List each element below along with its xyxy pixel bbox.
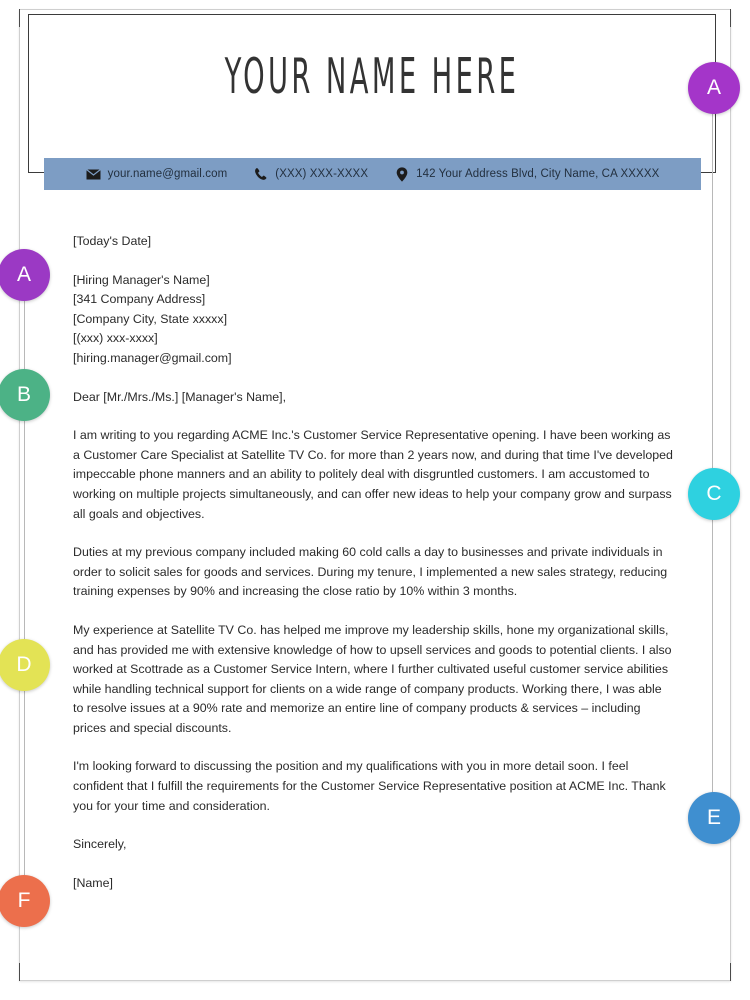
- corner-mark-top-left: [19, 9, 20, 27]
- annotation-marker-label: A: [706, 76, 721, 99]
- closing-text: Sincerely,: [73, 837, 127, 852]
- signature-block[interactable]: [73, 835, 673, 894]
- body-paragraph-1: I am writing to you regarding ACME Inc.'s Customer Service Representative opening. I have been working as a Customer Care Specialist at Satellite TV Co. for more than 2 years now, and during that time I've developed impeccable phone manners and an ability to politely deal with disgruntled customers. I am accustomed to working on multiple projects simultaneously, and can offer new ideas to help your company grow and surpass all goals and objectives.: [73, 428, 673, 521]
- recipient-line: [Company City, State xxxxx]: [73, 311, 228, 326]
- corner-mark-top-right: [730, 9, 731, 27]
- annotation-marker-label: F: [17, 889, 31, 912]
- corner-mark-bottom-right: [730, 963, 731, 981]
- annotation-marker-f[interactable]: [0, 875, 50, 927]
- annotation-marker-b[interactable]: [0, 369, 50, 421]
- annotation-marker-label: E: [706, 806, 721, 829]
- date-line[interactable]: [73, 232, 673, 252]
- annotation-marker-c[interactable]: [688, 468, 740, 520]
- body-paragraph-2: Duties at my previous company included making 60 cold calls a day to businesses and private individuals in order to solicit sales for goods and services. During my tenure, I implemented a new sales strategy, reducing training expenses by 90% and increasing the close ratio by 10% within 3 months.: [73, 545, 668, 599]
- annotation-marker-label: D: [16, 653, 32, 676]
- marker-connector-left: [24, 268, 25, 902]
- annotation-marker-label: B: [16, 383, 31, 406]
- recipient-line: [hiring.manager@gmail.com]: [73, 350, 232, 365]
- recipient-line: [(xxx) xxx-xxxx]: [73, 331, 158, 346]
- annotation-marker-a-left[interactable]: [0, 249, 50, 301]
- header-text-box[interactable]: [28, 14, 716, 173]
- annotation-marker-a-right[interactable]: [688, 62, 740, 114]
- phone-icon: [253, 167, 268, 182]
- contact-item-email[interactable]: [73, 167, 241, 182]
- contact-bar[interactable]: [44, 158, 701, 190]
- recipient-address-block[interactable]: [73, 271, 673, 369]
- location-pin-icon: [394, 167, 409, 182]
- contact-phone-text: (XXX) XXX-XXXX: [275, 168, 369, 180]
- letter-page: [16, 9, 731, 981]
- date-text: [Today's Date]: [73, 234, 152, 248]
- contact-item-address[interactable]: [381, 167, 672, 182]
- recipient-line: [341 Company Address]: [73, 292, 206, 307]
- annotation-marker-label: A: [16, 263, 31, 286]
- body-paragraph-4: I'm looking forward to discussing the position and my qualifications with you in more detail soon. I feel confident that I fulfill the requirements for the Customer Service Representative position at ACME Inc. Thank you for your time and consideration.: [73, 759, 666, 813]
- page-title[interactable]: YOUR NAME HERE: [224, 48, 520, 105]
- recipient-line: [Hiring Manager's Name]: [73, 272, 210, 287]
- signature-name: [Name]: [73, 876, 113, 891]
- envelope-icon: [86, 167, 101, 182]
- contact-address-text: 142 Your Address Blvd, City Name, CA XXXXX: [416, 168, 660, 180]
- annotation-marker-d[interactable]: [0, 639, 50, 691]
- marker-connector-right: [712, 78, 713, 838]
- contact-item-phone[interactable]: [240, 167, 381, 182]
- salutation: Dear [Mr./Mrs./Ms.] [Manager's Name],: [73, 389, 287, 404]
- contact-email-text: your.name@gmail.com: [107, 168, 228, 180]
- annotation-marker-label: C: [706, 482, 722, 505]
- corner-mark-bottom-left: [19, 963, 20, 981]
- annotation-marker-e[interactable]: [688, 792, 740, 844]
- signature-space: [73, 855, 673, 875]
- body-paragraph-3: My experience at Satellite TV Co. has helped me improve my leadership skills, hone my organizational skills, and has provided me with extensive knowledge of how to upsell services and goods to potential clients. I also worked at Scottrade as a Customer Service Intern, where I further cultivated useful customer service abilities while handling technical support for clients on a wide range of company products. Working there, I was able to resolve issues at a 90% rate and memorize an entire line of company products & services – including prices and special discounts.: [73, 622, 672, 735]
- letter-body[interactable]: [73, 232, 673, 894]
